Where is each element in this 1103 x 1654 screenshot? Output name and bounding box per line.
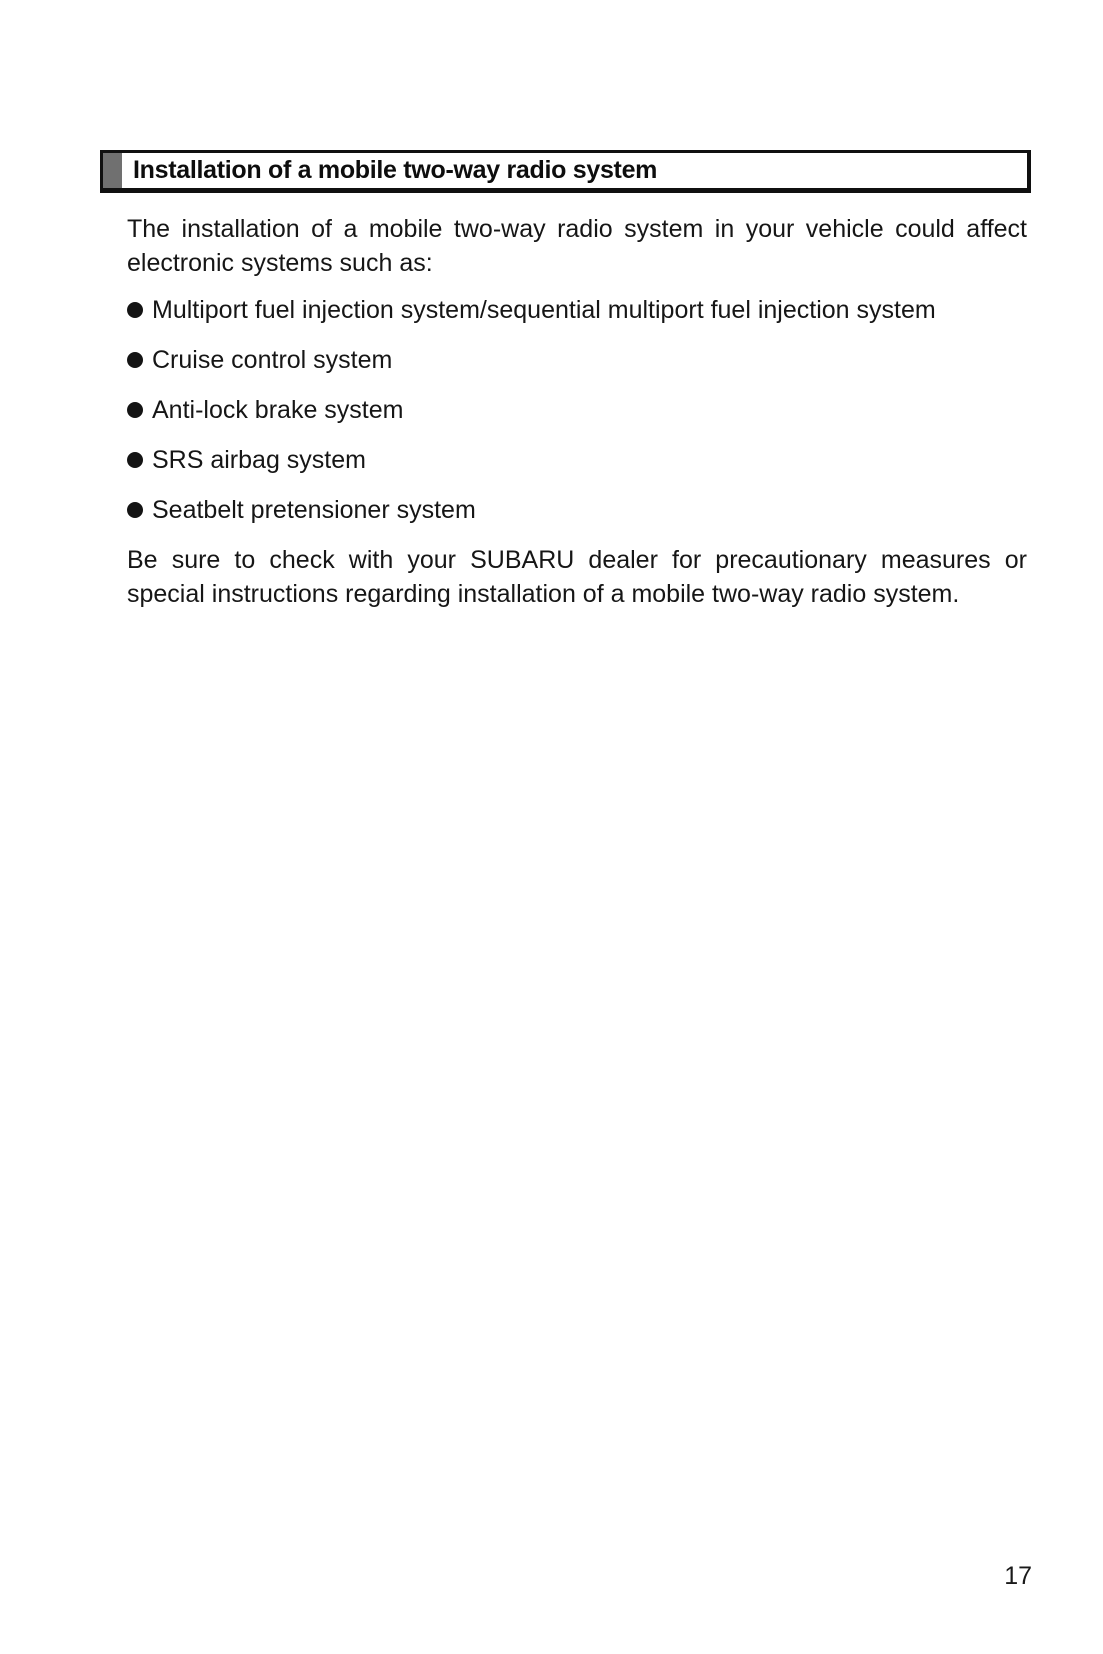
list-item-label: Anti-lock brake system bbox=[152, 396, 404, 424]
page-number: 17 bbox=[1004, 1562, 1032, 1590]
outro-paragraph: Be sure to check with your SUBARU dealer for precautionary measures or special instructions regarding installation of a mobile two-way radio system. bbox=[127, 546, 1027, 608]
list-item bbox=[127, 343, 1027, 377]
list-item-label: Multiport fuel injection system/sequential multiport fuel injection system bbox=[152, 296, 936, 324]
bullet-icon bbox=[127, 352, 143, 368]
section-header bbox=[100, 150, 1031, 193]
list-item bbox=[127, 493, 1027, 527]
list-item-label: SRS airbag system bbox=[152, 446, 366, 474]
list-item bbox=[127, 393, 1027, 427]
intro-paragraph: The installation of a mobile two-way radio system in your vehicle could affect electronic systems such as: bbox=[127, 215, 1027, 277]
section-accent-bar bbox=[103, 153, 122, 188]
list-item-label: Cruise control system bbox=[152, 346, 393, 374]
list-item-label: Seatbelt pretensioner system bbox=[152, 496, 476, 524]
affected-systems-list bbox=[127, 293, 1027, 527]
list-item bbox=[127, 443, 1027, 477]
bullet-icon bbox=[127, 402, 143, 418]
bullet-icon bbox=[127, 302, 143, 318]
section-title: Installation of a mobile two-way radio system bbox=[133, 156, 658, 184]
list-item bbox=[127, 293, 1027, 327]
bullet-icon bbox=[127, 502, 143, 518]
bullet-icon bbox=[127, 452, 143, 468]
section-body bbox=[127, 212, 1027, 611]
